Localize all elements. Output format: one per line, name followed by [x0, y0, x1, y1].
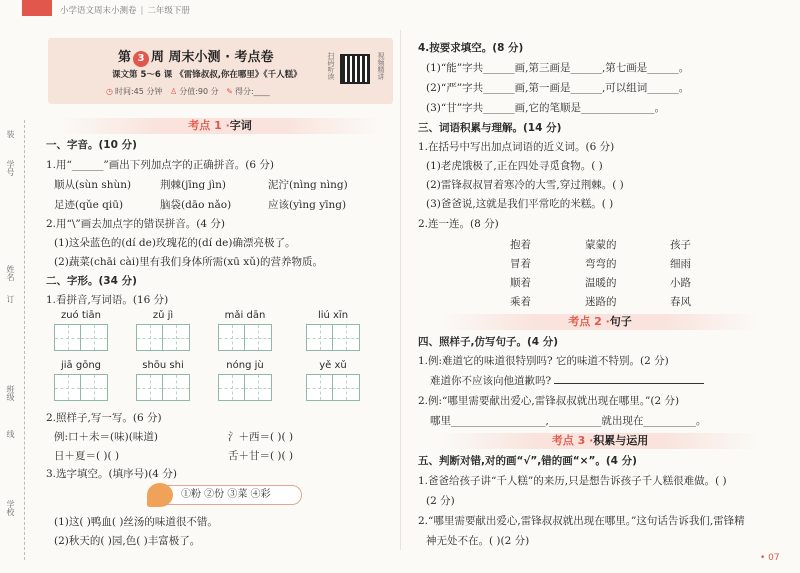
pinyin-grid[interactable] — [298, 310, 368, 351]
section-heading-2: 考点 2 ·句子 — [440, 314, 760, 330]
q2-sub1: 1.看拼音,写词语。(16 分) — [46, 294, 169, 306]
binding-dashed-line — [24, 120, 25, 560]
q4-title: 4.按要求填空。(8 分) — [418, 42, 524, 54]
synonym-line: (3)爸爸说,这就是我们平常吃的米糕。( ) — [426, 198, 614, 210]
q4-line: (3)“甘”字共______画,它的笔顺是______________。 — [426, 102, 665, 114]
judge-item: 2.“哪里需要献出爱心,雷锋叔叔就出现在哪里。”这句话告诉我们,雷锋精 — [418, 515, 745, 527]
judge-item-cont: (2 分) — [426, 495, 455, 507]
q1-item: 荆棘(jīng jìn) — [160, 179, 227, 191]
clock-icon: ◷ — [106, 87, 113, 96]
pinyin-label: liú xīn — [317, 310, 349, 321]
q1-sub1: 1.用“______”画出下列加点字的正确拼音。(6 分) — [46, 159, 274, 171]
series-header: 小学语文周末小测卷 | 二年级下册 — [60, 6, 190, 16]
match-word[interactable]: 细雨 — [670, 258, 691, 270]
match-word[interactable]: 小路 — [670, 277, 691, 289]
q3-sub1: 1.在括号中写出加点词语的近义词。(6 分) — [418, 141, 615, 153]
qr-code-icon[interactable] — [340, 54, 370, 84]
page-number: • 07 — [760, 553, 780, 563]
title-banner — [48, 38, 393, 104]
q1-item: 应该(yìng yīng) — [268, 199, 347, 211]
match-word[interactable]: 抱着 — [510, 239, 531, 251]
q1-sub2: 2.用“\”画去加点字的错误拼音。(4 分) — [46, 218, 226, 230]
section-heading-1: 考点 1 ·字词 — [60, 118, 380, 134]
match-word[interactable]: 冒着 — [510, 258, 531, 270]
pinyin-grid[interactable] — [298, 360, 368, 401]
q1-item: 足迹(qǔe qiū) — [54, 199, 124, 211]
q4-line: (2)“严”字共______画,第一画是______,可以组词______。 — [426, 82, 690, 94]
banner-title: 第 3 周 周末小测 · 考点卷 — [118, 50, 274, 65]
judge-item: 1.爸爸给孩子讲“千人糕”的来历,只是想告诉孩子千人糕很难做。( ) — [418, 475, 727, 487]
pinyin-label: shōu shi — [142, 360, 184, 371]
score-icon: ♙ — [170, 87, 178, 96]
q3-title: 三、词语积累与理解。(14 分) — [418, 122, 562, 134]
q5-sub2: 2.例:“哪里需要献出爱心,雷锋叔叔就出现在哪里。”(2 分) — [418, 395, 680, 407]
q2-sub3: 3.选字填空。(填序号)(4 分) — [46, 468, 177, 480]
compose-line: 日＋夏＝( )( ) — [54, 450, 120, 462]
qr-caption-left: 扫码听读 — [327, 52, 335, 80]
fill-line: (1)这( )鸭血( )丝汤的味道很不错。 — [54, 516, 218, 528]
pinyin-label: nóng jù — [226, 360, 264, 371]
q2-sub2: 2.照样子,写一写。(6 分) — [46, 412, 162, 424]
class-label: 班级 — [6, 385, 15, 401]
q5-title: 四、照样子,仿写句子。(4 分) — [418, 336, 559, 348]
binding-margin — [0, 120, 26, 570]
synonym-line: (1)老虎饿极了,正在四处寻觅食物。( ) — [426, 160, 603, 172]
corner-tab — [22, 0, 52, 16]
judge-item-cont: 神无处不在。( )(2 分) — [426, 535, 530, 547]
pinyin-grid[interactable] — [46, 360, 116, 401]
binding-marker: 订 — [6, 295, 15, 303]
match-word[interactable]: 温暖的 — [585, 277, 617, 289]
compose-line: 氵＋西＝( )( ) — [228, 431, 294, 443]
grade-label: 二年级下册 — [147, 6, 190, 16]
name-label: 姓名 — [6, 265, 15, 281]
answer-blank[interactable] — [554, 374, 704, 384]
pinyin-label: zǔ jì — [152, 310, 174, 321]
q5-sub1: 1.例:难道它的味道很特别吗? 它的味道不特别。(2 分) — [418, 355, 669, 367]
match-word[interactable]: 弯弯的 — [585, 258, 617, 270]
match-word[interactable]: 迷路的 — [585, 296, 617, 308]
q1-sentence: (2)蔬菜(chāi cài)里有我们身体所需(xū xǔ)的营养物质。 — [54, 256, 324, 268]
section-heading-3: 考点 3 ·积累与运用 — [440, 433, 760, 449]
match-word[interactable]: 孩子 — [670, 239, 691, 251]
student-number-label: 学号 — [6, 160, 15, 176]
pinyin-label: mǎi dān — [224, 310, 266, 321]
pinyin-grid[interactable] — [46, 310, 116, 351]
q6-title: 五、判断对错,对的画“√”,错的画“×”。(4 分) — [418, 455, 637, 467]
binding-marker: 装 — [6, 130, 15, 138]
fill-line: (2)秋天的( )园,色( )丰富极了。 — [54, 535, 201, 547]
q1-item: 顺从(sùn shùn) — [54, 179, 132, 191]
pencil-icon: ✎ — [226, 87, 233, 96]
synonym-line: (2)雷锋叔叔冒着寒冷的大雪,穿过荆棘。( ) — [426, 179, 624, 191]
match-word[interactable]: 春风 — [670, 296, 691, 308]
exam-meta: ◷ 时间:45 分钟 ♙ 分值:90 分 ✎ 得分:____ — [106, 87, 270, 96]
compose-line: 舌＋甘＝( )( ) — [228, 450, 294, 462]
qr-caption-right: 视频精讲 — [377, 52, 385, 80]
binding-marker: 线 — [6, 430, 15, 438]
pinyin-grid[interactable] — [210, 310, 280, 351]
q1-item: 泥泞(nìng nìng) — [268, 179, 348, 191]
q5-line: 难道你不应该向他道歉吗? — [430, 373, 704, 388]
lesson-scope: 课文第 5～6 课 《雷锋叔叔,你在哪里》《千人糕》 — [112, 70, 302, 80]
pinyin-grid[interactable] — [210, 360, 280, 401]
q4-line: (1)“能”字共______画,第三画是______,第七画是______。 — [426, 62, 690, 74]
q1-title: 一、字音。(10 分) — [46, 139, 137, 151]
q2-title: 二、字形。(34 分) — [46, 275, 137, 287]
pinyin-grid[interactable] — [128, 360, 198, 401]
pinyin-label: zuó tiān — [60, 310, 102, 321]
pinyin-label: yě xǔ — [319, 360, 347, 371]
week-number-badge: 3 — [133, 51, 149, 67]
pinyin-grid[interactable] — [128, 310, 198, 351]
q3-sub2: 2.连一连。(8 分) — [418, 218, 499, 230]
option-box: ①粉 ②份 ③菜 ④彩 — [152, 485, 302, 505]
q5-line: 哪里__________________,__________就出现在__________。 — [430, 415, 707, 427]
pinyin-label: jiā gōng — [60, 360, 101, 371]
school-label: 学校 — [6, 500, 15, 516]
match-word[interactable]: 蒙蒙的 — [585, 239, 617, 251]
q1-item: 脑袋(dāo nǎo) — [160, 199, 232, 211]
match-word[interactable]: 乘着 — [510, 296, 531, 308]
series-title: 小学语文周末小测卷 — [60, 6, 137, 16]
leaf-icon — [147, 483, 173, 507]
column-divider — [400, 30, 401, 550]
example-line: 例:口＋未＝(味)(味道) — [54, 431, 158, 443]
q1-sentence: (1)这朵蓝色的(dí de)玫瑰花的(dí de)确漂亮极了。 — [54, 237, 296, 249]
match-word[interactable]: 顺着 — [510, 277, 531, 289]
